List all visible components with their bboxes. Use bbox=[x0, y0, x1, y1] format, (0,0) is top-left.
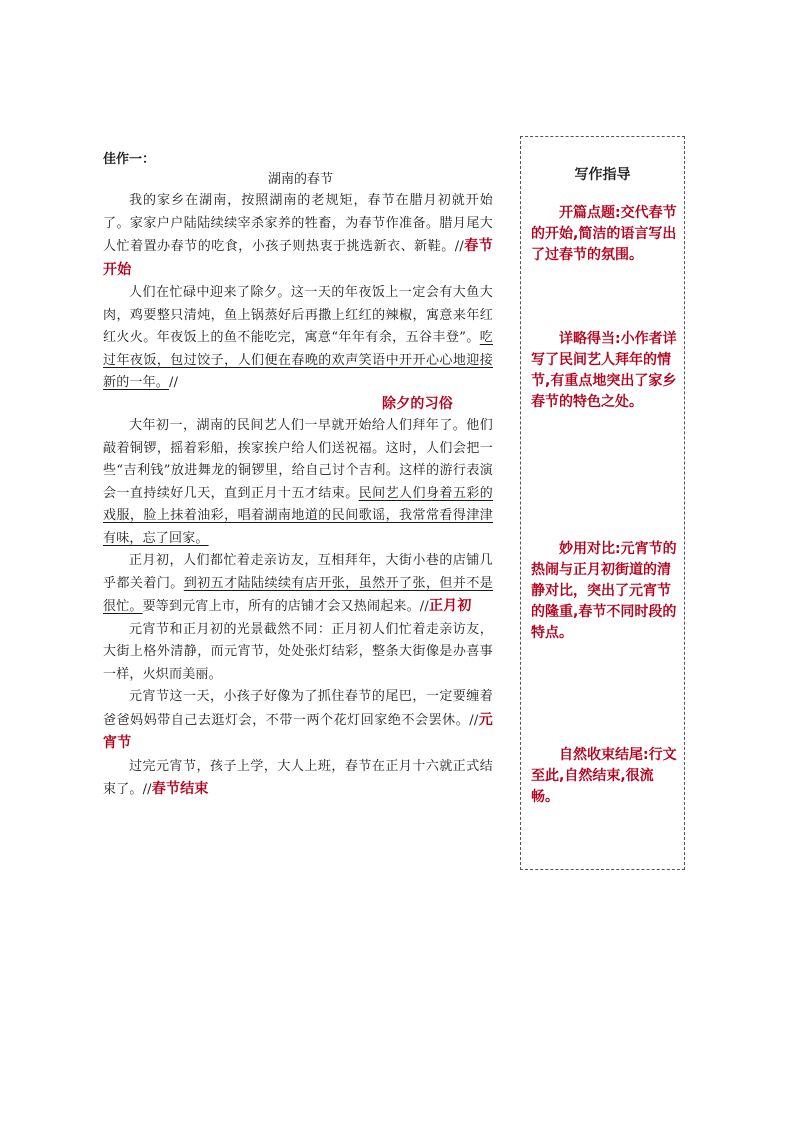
paragraph-text: 我的家乡在湖南，按照湖南的老规矩，春节在腊月初就开始了。家家户户陆陆续续宰杀家养的牲畜，为春节作准备。腊月尾大人忙着置办春节的吃食，小孩子则热衷于挑选新衣、新鞋。// bbox=[103, 193, 493, 254]
guide-note-contrast: 妙用对比:元宵节的热闹与正月初街道的清静对比，突出了元宵节的隆重,春节不同时段的特点。 bbox=[531, 541, 677, 641]
paragraph-6 bbox=[103, 686, 493, 756]
underlined-text: 民间艺人们身着五彩的戏服，脸上抹着油彩，唱着湖南地道的民间歌谣，我常常看得津津有味，忘了回家。 bbox=[103, 485, 493, 546]
guide-title: 写作指导 bbox=[574, 167, 631, 183]
paragraph-tail: // bbox=[169, 375, 179, 390]
section-mark: 正月初 bbox=[428, 598, 472, 614]
paragraph-2 bbox=[103, 282, 493, 415]
essay-title: 湖南的春节 bbox=[268, 172, 334, 187]
paragraph-text: 元宵节和正月初的光景截然不同：正月初人们忙着走亲访友，大街上格外清静，而元宵节，处处张灯结彩，整条大街像是办喜事一样，火炽而美丽。 bbox=[103, 621, 493, 682]
section-mark: 元宵节 bbox=[103, 711, 494, 751]
paragraph-5 bbox=[103, 619, 493, 687]
guide-note-detail: 详略得当:小作者详写了民间艺人拜年的情节,有重点地突出了家乡春节的特色之处。 bbox=[531, 331, 677, 410]
paragraph-text: 元宵节这一天，小孩子好像为了抓住春节的尾巴，一定要缠着爸爸妈妈带自己去逛灯会，不带一两个花灯回家绝不会罢休。// bbox=[103, 689, 493, 728]
underlined-text: 吃过年夜饭，包过饺子，人们便在春晚的欢声笑语中开开心心地迎接新的一年。 bbox=[103, 330, 493, 390]
paragraph-text: 人们在忙碌中迎来了除夕。这一天的年夜饭上一定会有大鱼大肉，鸡要整只清炖，鱼上锅蒸好后再撒上红红的辣椒，寓意来年红红火火。年夜饭上的鱼不能吃完，寓意“年年有余，五谷丰登”。 bbox=[103, 285, 493, 345]
paragraph-4 bbox=[103, 550, 493, 619]
section-label: 佳作一： bbox=[103, 152, 156, 167]
paragraph-tail: 要等到元宵上市，所有的店铺才会又热闹起来。// bbox=[142, 599, 429, 614]
section-mark: 春节开始 bbox=[103, 238, 493, 278]
paragraph-3 bbox=[103, 415, 493, 550]
essay-body bbox=[103, 190, 493, 802]
paragraph-text: 正月初，人们都忙着走亲访友，互相拜年，大街小巷的店铺几乎都关着门。 bbox=[103, 553, 493, 591]
paragraph-7 bbox=[103, 756, 493, 802]
paragraph-1 bbox=[103, 190, 493, 282]
section-mark: 除夕的习俗 bbox=[382, 395, 453, 412]
guide-note-opening: 开篇点题:交代春节的开始,简洁的语言写出了过春节的氛围。 bbox=[531, 205, 677, 263]
underlined-text: 到初五才陆陆续续有店开张，虽然开了张，但并不是很忙。 bbox=[103, 575, 493, 614]
section-mark: 春节结束 bbox=[151, 781, 209, 797]
writing-guide-box bbox=[520, 136, 685, 870]
paragraph-text: 大年初一，湖南的民间艺人们一早就开始给人们拜年了。他们敲着铜锣，摇着彩船，挨家挨户给人们送祝福。这时，人们会把一些“吉利钱”放进舞龙的铜锣里，给自己讨个吉利。这样的游行表演会一直持续好几天，直到正月十五才结束。 bbox=[103, 418, 493, 501]
guide-note-ending: 自然收束结尾:行文至此,自然结束,很流畅。 bbox=[531, 747, 677, 805]
paragraph-text: 过完元宵节，孩子上学，大人上班，春节在正月十六就正式结束了。// bbox=[103, 758, 493, 797]
